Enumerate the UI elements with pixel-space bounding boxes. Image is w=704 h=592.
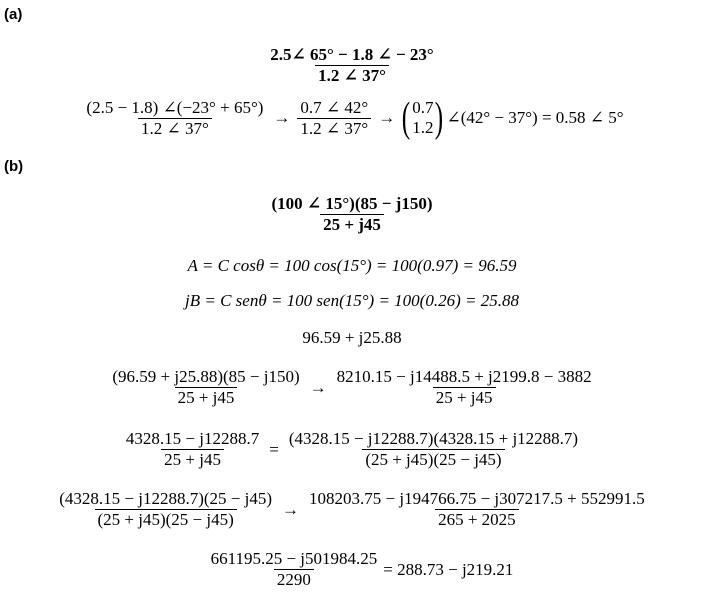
denominator: (25 + j45)(25 − j45) bbox=[362, 449, 504, 470]
step-row-2 bbox=[0, 429, 704, 470]
numerator: 8210.15 − j14488.5 + j2199.8 − 3882 bbox=[336, 367, 592, 386]
numerator: (100 ∠ 15°)(85 − j150) bbox=[271, 194, 433, 213]
numerator: (4328.15 − j12288.7)(4328.15 + j12288.7) bbox=[288, 429, 579, 448]
equation-a: A = C cosθ = 100 cos(15°) = 100(0.97) = 96.59 bbox=[187, 256, 517, 275]
right-paren: ) bbox=[435, 95, 444, 141]
denominator: 265 + 2025 bbox=[435, 509, 519, 530]
numerator: 0.7 bbox=[412, 98, 434, 117]
part-a-solution bbox=[0, 97, 704, 139]
result: ∠(42° − 37°) = 0.58 ∠ 5° bbox=[446, 108, 624, 127]
numerator: (96.59 + j25.88)(85 − j150) bbox=[112, 367, 300, 386]
numerator: (4328.15 − j12288.7)(25 − j45) bbox=[59, 489, 273, 508]
denominator: 1.2 bbox=[412, 118, 434, 137]
denominator: 1.2 ∠ 37° bbox=[297, 118, 371, 139]
step-row-3 bbox=[0, 489, 704, 530]
fraction bbox=[109, 367, 302, 408]
step-row-4 bbox=[0, 549, 704, 590]
numerator: 661195.25 − j501984.25 bbox=[210, 549, 378, 568]
fraction bbox=[409, 98, 436, 138]
equals: = bbox=[269, 439, 279, 459]
numerator: 108203.75 − j194766.75 − j307217.5 + 552991.5 bbox=[309, 489, 645, 508]
fraction bbox=[268, 194, 435, 235]
fraction bbox=[267, 45, 436, 86]
step-row-1 bbox=[0, 367, 704, 408]
denominator: 25 + j45 bbox=[175, 387, 238, 408]
denominator: 25 + j45 bbox=[161, 449, 224, 470]
fraction bbox=[334, 367, 595, 408]
fraction bbox=[56, 489, 275, 530]
fraction bbox=[297, 98, 371, 139]
part-a-label: (a) bbox=[4, 6, 23, 23]
fraction bbox=[83, 98, 266, 139]
numerator: 2.5∠ 65° − 1.8 ∠ − 23° bbox=[270, 45, 434, 64]
rectangular-form: 96.59 + j25.88 bbox=[302, 328, 402, 347]
equation-jb: jB = C senθ = 100 sen(15°) = 100(0.26) = 25.88 bbox=[185, 291, 519, 310]
arrow: → bbox=[273, 108, 291, 127]
numerator: 4328.15 − j12288.7 bbox=[125, 429, 260, 448]
denominator: 25 + j45 bbox=[433, 387, 496, 408]
part-b-label: (b) bbox=[4, 158, 24, 175]
denominator: (25 + j45)(25 − j45) bbox=[95, 509, 237, 530]
arrow: → bbox=[282, 499, 300, 519]
numerator: (2.5 − 1.8) ∠(−23° + 65°) bbox=[86, 97, 264, 117]
fraction bbox=[123, 429, 262, 470]
fraction bbox=[208, 549, 381, 590]
part-b-problem bbox=[0, 194, 704, 235]
arrow: → bbox=[309, 377, 327, 397]
numerator: 0.7 ∠ 42° bbox=[300, 97, 369, 117]
denominator: 1.2 ∠ 37° bbox=[315, 65, 389, 86]
denominator: 1.2 ∠ 37° bbox=[138, 118, 212, 139]
part-a-problem bbox=[0, 45, 704, 86]
final-result: = 288.73 − j219.21 bbox=[383, 559, 514, 579]
left-paren: ( bbox=[402, 95, 411, 141]
fraction bbox=[286, 429, 581, 470]
denominator: 25 + j45 bbox=[320, 214, 384, 235]
fraction bbox=[306, 489, 648, 530]
denominator: 2290 bbox=[274, 569, 314, 590]
arrow: → bbox=[378, 108, 396, 127]
